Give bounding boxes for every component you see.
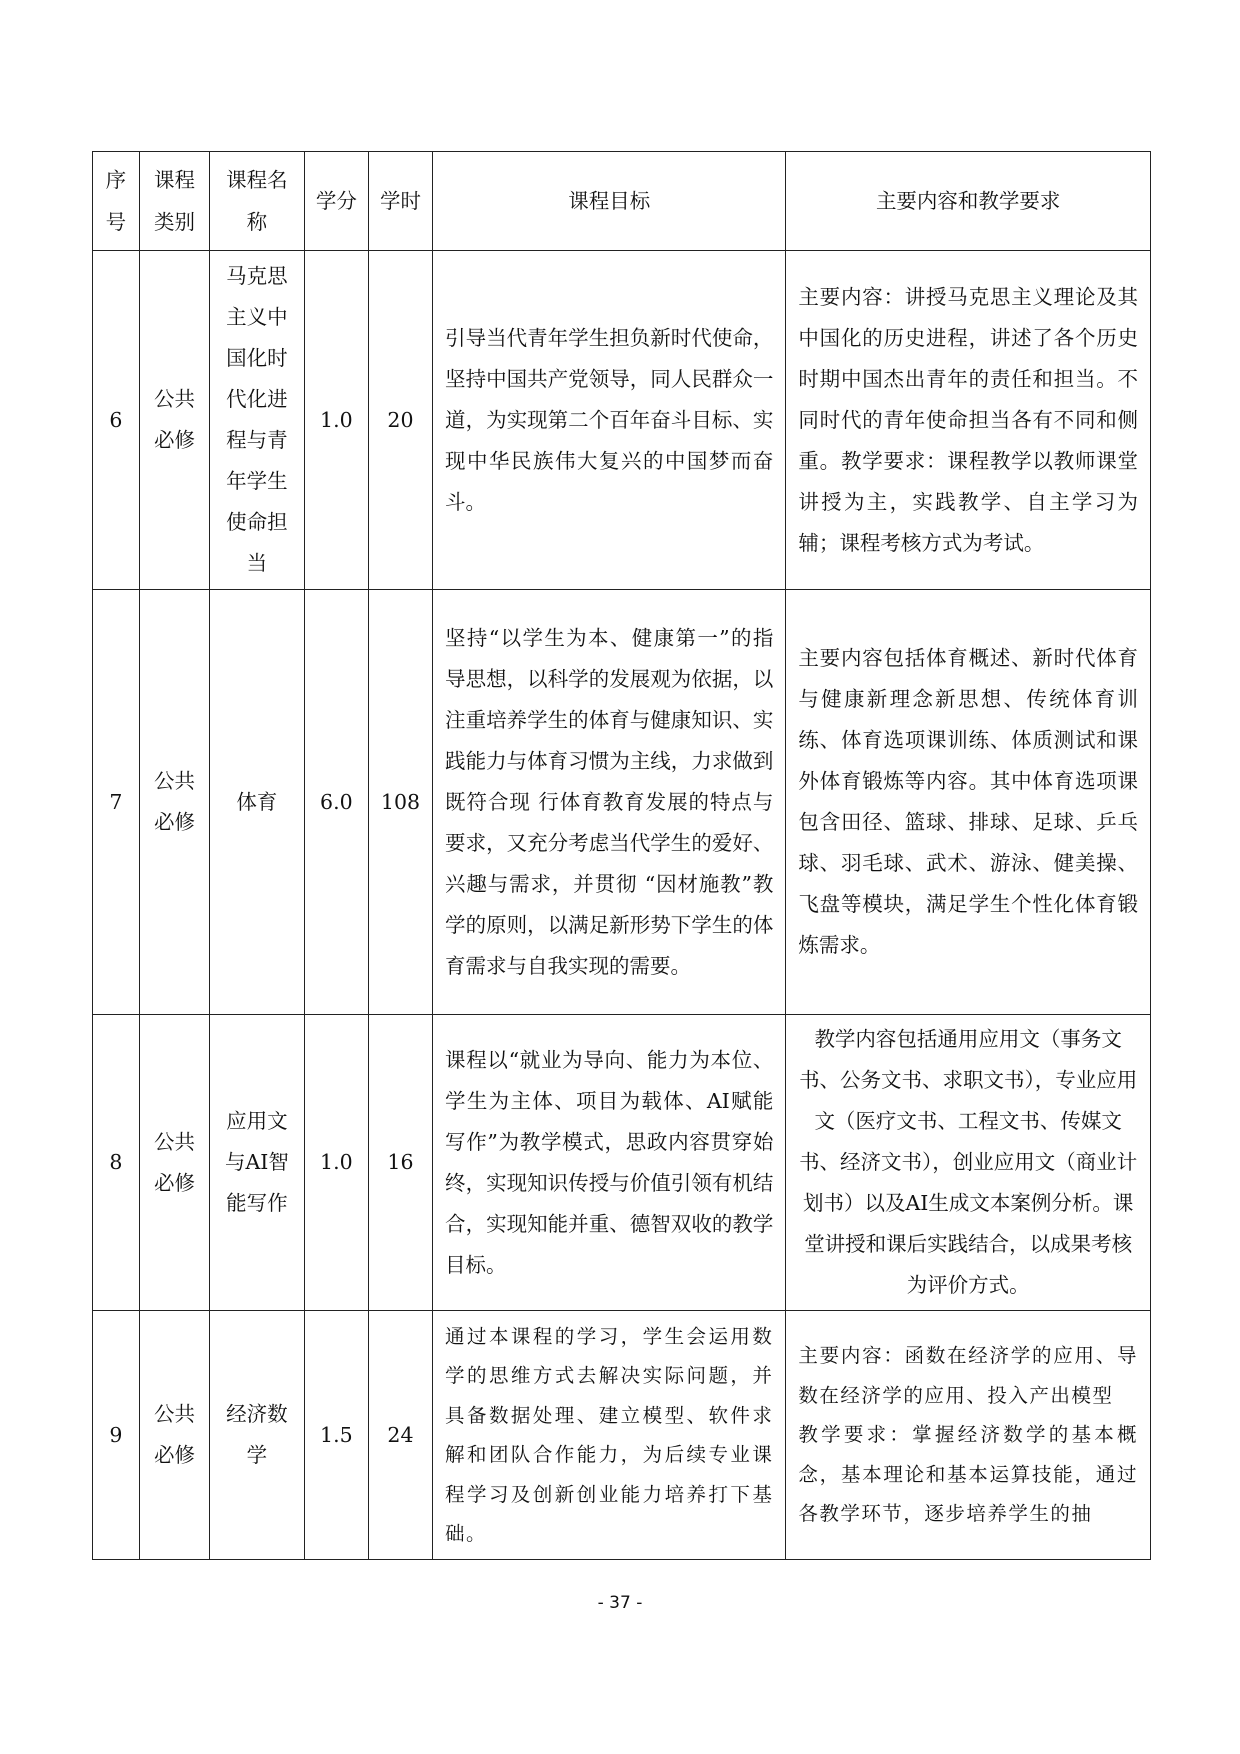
table-row [93,251,1151,590]
row-category: 公共必修 [139,1311,209,1560]
row-hours: 24 [368,1311,432,1560]
page-number: - 37 - [597,1593,643,1613]
row-hours: 108 [368,590,432,1015]
header-objectives: 课程目标 [433,152,786,251]
row-hours: 16 [368,1015,432,1311]
row-course-name: 经济数学 [210,1311,305,1560]
row-content: 教学内容包括通用应用文（事务文书、公务文书、求职文书），专业应用文（医疗文书、工程文书、传媒文书、经济文书），创业应用文（商业计划书）以及AI生成文本案例分析。课堂讲授和课后实践结合，以成果考核为评价方式。 [786,1015,1151,1311]
table-row [93,590,1151,1015]
row-objectives: 课程以“就业为导向、能力为本位、学生为主体、项目为载体、AI赋能写作”为教学模式，思政内容贯穿始终，实现知识传授与价值引领有机结合，实现知能并重、德智双收的教学目标。 [433,1015,786,1311]
row-hours: 20 [368,251,432,590]
row-content-line: 主要内容：函数在经济学的应用、导数在经济学的应用、投入产出模型 [798,1344,1138,1407]
row-objectives: 坚持“以学生为本、健康第一”的指导思想，以科学的发展观为依据，以注重培养学生的体育与健康知识、实践能力与体育习惯为主线，力求做到既符合现 行体育教育发展的特点与要求，又充分考虑当代学生的爱好、兴趣与需求，并贯彻 “因材施教”教学的原则，以满足新形势下学生的体育需求与自我实现的需要。 [433,590,786,1015]
header-hours: 学时 [368,152,432,251]
row-no: 8 [93,1015,140,1311]
table-row [93,1311,1151,1560]
row-credits: 1.0 [304,1015,368,1311]
row-objectives: 引导当代青年学生担负新时代使命，坚持中国共产党领导，同人民群众一道，为实现第二个百年奋斗目标、实现中华民族伟大复兴的中国梦而奋斗。 [433,251,786,590]
header-category: 课程类别 [139,152,209,251]
row-content: 主要内容包括体育概述、新时代体育与健康新理念新思想、传统体育训练、体育选项课训练、体质测试和课外体育锻炼等内容。其中体育选项课包含田径、篮球、排球、足球、乒乓球、羽毛球、武术、游泳、健美操、飞盘等模块，满足学生个性化体育锻炼需求。 [786,590,1151,1015]
row-credits: 1.5 [304,1311,368,1560]
row-category: 公共必修 [139,590,209,1015]
header-credits: 学分 [304,152,368,251]
header-content: 主要内容和教学要求 [786,152,1151,251]
row-no: 6 [93,251,140,590]
header-name: 课程名称 [210,152,305,251]
row-content-line: 教学要求：掌握经济数学的基本概念，基本理论和基本运算技能，通过各教学环节，逐步培养学生的抽 [798,1423,1138,1526]
row-course-name: 应用文与AI智能写作 [210,1015,305,1311]
row-credits: 1.0 [304,251,368,590]
row-credits: 6.0 [304,590,368,1015]
row-content [786,1311,1151,1560]
row-category: 公共必修 [139,1015,209,1311]
row-content: 主要内容：讲授马克思主义理论及其中国化的历史进程，讲述了各个历史时期中国杰出青年的责任和担当。不同时代的青年使命担当各有不同和侧重。教学要求：课程教学以教师课堂讲授为主，实践教学、自主学习为辅；课程考核方式为考试。 [786,251,1151,590]
header-row [93,152,1151,251]
course-table [92,151,1151,1560]
header-no: 序号 [93,152,140,251]
row-course-name: 马克思主义中国化时代化进程与青年学生使命担当 [210,251,305,590]
table-row [93,1015,1151,1311]
row-course-name: 体育 [210,590,305,1015]
row-no: 7 [93,590,140,1015]
row-no: 9 [93,1311,140,1560]
row-objectives: 通过本课程的学习，学生会运用数学的思维方式去解决实际问题，并具备数据处理、建立模型、软件求解和团队合作能力，为后续专业课程学习及创新创业能力培养打下基础。 [433,1311,786,1560]
row-category: 公共必修 [139,251,209,590]
